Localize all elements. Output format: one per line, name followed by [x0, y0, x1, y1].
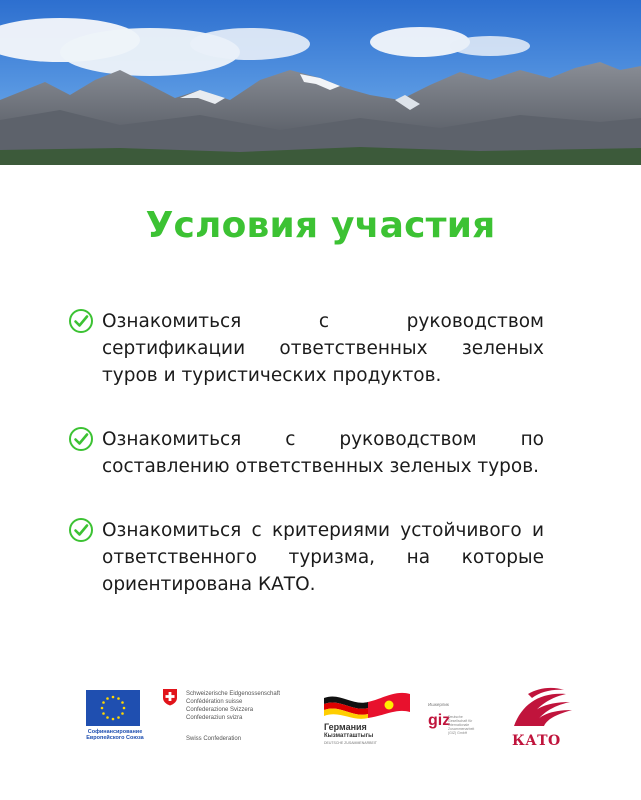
eu-logo — [80, 682, 150, 752]
giz-small: Deutsche Gesellschaft für Internationale Zusammenarbeit (GIZ) GmbH — [448, 715, 475, 735]
germany-tiny: DEUTSCHE ZUSAMMENARBEIT — [324, 741, 377, 745]
swiss-line: Confédération suisse — [186, 699, 243, 705]
list-item — [68, 308, 544, 389]
swiss-line: Schweizerische Eidgenossenschaft — [186, 691, 281, 697]
swiss-line: Confederaziun svizra — [186, 715, 243, 721]
page-title: Условия участия — [145, 205, 496, 246]
germany-subtitle: Кызматташтыгы — [324, 733, 374, 739]
condition-text: Ознакомиться с руководством сертификации ответственных зеленых туров и туристических продуктов. — [102, 311, 544, 386]
giz-word: giz — [428, 712, 451, 729]
check-circle-icon — [68, 517, 94, 543]
germany-title: Германия — [324, 722, 367, 732]
partner-logos — [80, 682, 580, 752]
kato-logo — [508, 686, 578, 750]
kato-swoosh-icon — [508, 686, 578, 732]
check-circle-icon — [68, 308, 94, 334]
condition-text: Ознакомиться с руководством по составлению ответственных зеленых туров. — [102, 429, 544, 477]
kato-word: КАТО — [512, 733, 561, 749]
condition-text: Ознакомиться с критериями устойчивого и ответственного туризма, на которые ориентирована КАТО. — [102, 520, 544, 595]
conditions-list — [68, 308, 544, 635]
germany-kyrgyz-flag-icon — [322, 688, 412, 720]
swiss-subtitle: Swiss Confederation — [186, 736, 242, 742]
germany-logo — [322, 688, 412, 752]
eu-caption: Софинансирование Европейского Союза — [86, 729, 144, 741]
check-circle-icon — [68, 426, 94, 452]
mountain-banner-image — [0, 0, 641, 165]
eu-flag-icon — [86, 690, 140, 726]
swiss-logo — [162, 688, 302, 748]
list-item — [68, 517, 544, 598]
giz-logo — [424, 702, 480, 742]
giz-top: Ишкерлик — [428, 702, 449, 707]
swiss-line: Confederazione Svizzera — [186, 707, 254, 713]
list-item — [68, 426, 544, 480]
swiss-cross-icon — [162, 688, 178, 706]
